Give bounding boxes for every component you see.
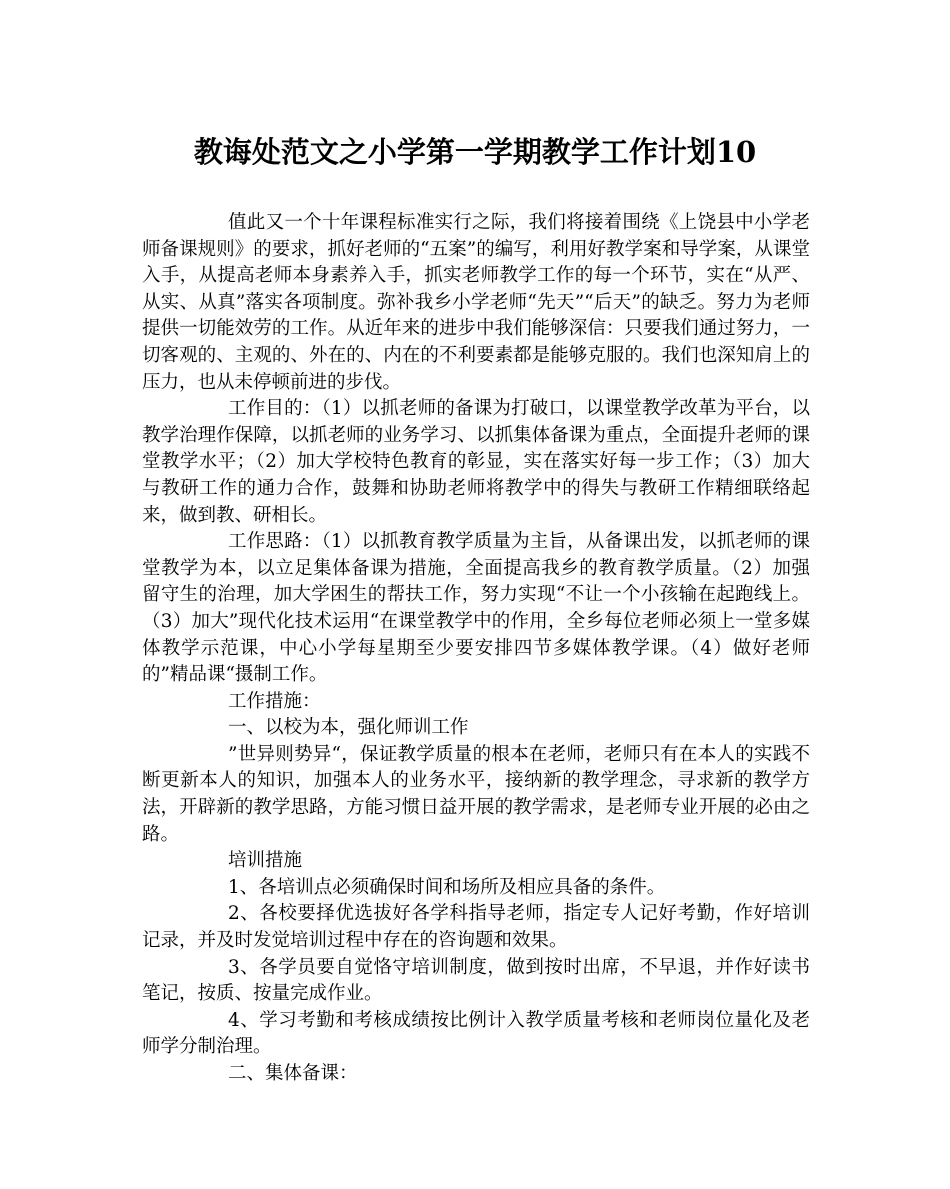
paragraph-intro: 值此又一个十年课程标准实行之际，我们将接着围绕《上饶县中小学老师备课规则》的要求，抓好老师的“五案”的编写，利用好教学案和导学案，从课堂入手，从提高老师本身素养入手，抓实老师教学工作的每一个环节，实在“从严、从实、从真”落实各项制度。弥补我乡小学老师“先天”“后天”的缺乏。努力为老师提供一切能效劳的工作。从近年来的进步中我们能够深信：只要我们通过努力，一切客观的、主观的、外在的、内在的不利要素都是能够克服的。我们也深知肩上的压力，也从未停顿前进的步伐。 [142, 212, 810, 393]
paragraph-work-goals: 工作目的：（1）以抓老师的备课为打破口，以课堂教学改革为平台，以教学治理作保障，以抓老师的业务学习、以抓集体备课为重点，全面提升老师的课堂教学水平；（2）加大学校特色教育的彰显，实在落实好每一步工作；（3）加大与教研工作的通力合作，鼓舞和协助老师将教学中的得失与教研工作精细联络起来，做到教、研相长。 [142, 398, 810, 526]
document-title: 教诲处范文之小学第一学期教学工作计划10 [193, 135, 757, 169]
list-item-measure-2: 2、各校要择优选拔好各学科指导老师，指定专人记好考勤，作好培训记录，并及时发觉培训过程中存在的咨询题和效果。 [142, 903, 810, 952]
section-heading-training: 一、以校为本，强化师训工作 [228, 717, 469, 739]
document-body [142, 210, 810, 1088]
paragraph-training-rationale: ”世异则势异“，保证教学质量的根本在老师，老师只有在本人的实践不断更新本人的知识，加强本人的业务水平，接纳新的教学理念，寻求新的教学方法，开辟新的教学思路，方能习惯日益开展的教学需求，是老师专业开展的必由之路。 [142, 743, 810, 845]
subheading-training-measures: 培训措施 [228, 850, 303, 872]
list-item-measure-1: 1、各培训点必须确保时间和场所及相应具备的条件。 [228, 876, 666, 898]
list-item-measure-3: 3、各学员要自觉恪守培训制度，做到按时出席，不早退，并作好读书笔记，按质、按量完成作业。 [142, 956, 810, 1005]
paragraph-work-ideas: 工作思路：（1）以抓教育教学质量为主旨，从备课出发，以抓老师的课堂教学为本，以立足集体备课为措施，全面提高我乡的教育教学质量。（2）加强留守生的治理，加大学困生的帮扶工作，努力实现“不让一个小孩输在起跑线上。（3）加大”现代化技术运用“在课堂教学中的作用，全乡每位老师必须上一堂多媒体教学示范课，中心小学每星期至少要安排四节多媒体教学课。（4）做好老师的”精品课“摄制工作。 [142, 531, 810, 686]
section-heading-collective-prep: 二、集体备课： [228, 1063, 358, 1084]
paragraph-work-measures-heading: 工作措施： [228, 690, 321, 712]
list-item-measure-4: 4、学习考勤和考核成绩按比例计入教学质量考核和老师岗位量化及老师学分制治理。 [142, 1009, 810, 1058]
